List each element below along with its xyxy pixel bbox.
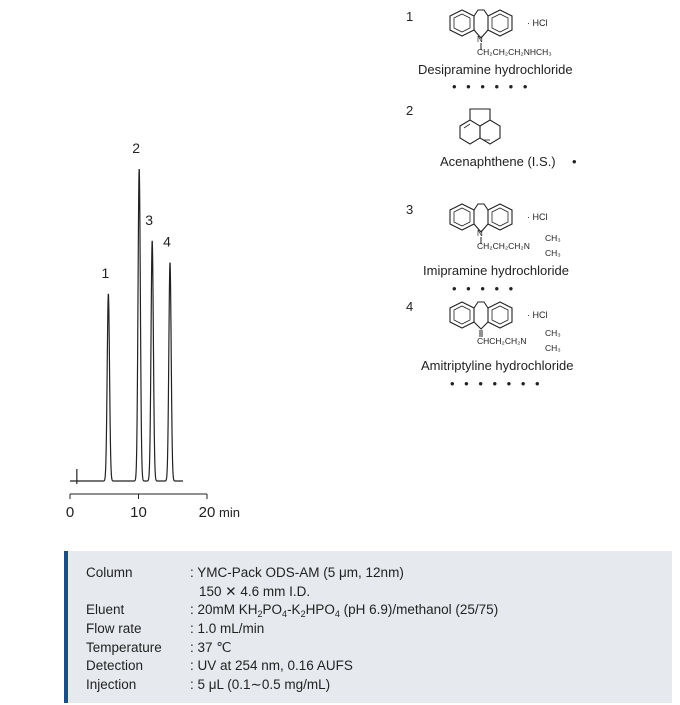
compound-1-salt: · HCl	[527, 18, 548, 28]
compound-1-structure	[440, 8, 520, 52]
compound-3-chain: CH₂CH₂CH₂N	[477, 241, 530, 251]
compound-3-structure	[440, 202, 520, 246]
compound-4-salt: · HCl	[527, 310, 548, 320]
compound-3-dots: • • • • •	[452, 281, 517, 296]
peak-label-4: 4	[163, 233, 171, 250]
compound-2-dots: •	[572, 154, 580, 169]
compound-4-dots: • • • • • • •	[450, 376, 543, 391]
condition-temperature-value: : 37 ℃	[190, 640, 232, 655]
compound-1-chain: CH₂CH₂CH₂NHCH₃	[477, 47, 552, 57]
compound-2-number: 2	[406, 103, 414, 118]
compound-4-number: 4	[406, 299, 414, 314]
chromatogram-trace	[70, 169, 183, 481]
svg-text:N: N	[477, 229, 483, 238]
condition-temperature-label: Temperature	[86, 640, 162, 655]
condition-detection-value: : UV at 254 nm, 0.16 AUFS	[190, 658, 353, 673]
conditions-panel	[64, 551, 672, 703]
x-tick-label: 0	[65, 504, 75, 521]
compound-3-salt: · HCl	[527, 212, 548, 222]
compound-3-name: Imipramine hydrochloride	[423, 263, 569, 278]
compound-2-name: Acenaphthene (I.S.)	[440, 154, 556, 169]
compound-2-structure	[452, 106, 502, 152]
compound-4-chain: CHCH₂CH₂N	[477, 336, 527, 346]
condition-column-label: Column	[86, 565, 133, 580]
condition-detection-label: Detection	[86, 658, 144, 673]
chromatogram	[0, 0, 330, 540]
condition-column-value-2: 150 ✕ 4.6 mm I.D.	[199, 584, 311, 599]
compound-1-number: 1	[406, 9, 414, 24]
compound-3-methyl-1: CH₃	[545, 233, 561, 243]
svg-text:N: N	[477, 35, 483, 44]
compound-3-methyl-2: CH₃	[545, 248, 561, 258]
peak-label-2: 2	[132, 140, 141, 156]
peak-label-1: 1	[101, 264, 110, 281]
x-tick-label: 10	[130, 504, 147, 521]
peak-label-3: 3	[145, 211, 154, 228]
condition-injection-value: : 5 μL (0.1∼0.5 mg/mL)	[190, 677, 331, 692]
condition-eluent-label: Eluent	[86, 602, 125, 617]
x-axis-unit: min	[219, 505, 240, 520]
condition-flow-label: Flow rate	[86, 621, 142, 636]
condition-injection-label: Injection	[86, 677, 137, 692]
compound-4-methyl-1: CH₃	[545, 328, 561, 338]
compound-3-number: 3	[406, 202, 414, 217]
condition-column-value: : YMC-Pack ODS-AM (5 μm, 12nm)	[190, 565, 404, 580]
compound-4-structure	[440, 300, 520, 340]
x-tick-label: 20	[198, 504, 216, 521]
compound-4-methyl-2: CH₃	[545, 343, 561, 353]
compound-1-dots: • • • • • •	[452, 79, 531, 94]
compound-4-name: Amitriptyline hydrochloride	[421, 358, 574, 373]
condition-flow-value: : 1.0 mL/min	[190, 621, 265, 636]
compound-1-name: Desipramine hydrochloride	[418, 62, 573, 77]
condition-eluent-value: : 20mM $KH_2PO_4-K_2HPO_4$ (pH 6.9)/methanol (25/75)	[190, 602, 499, 619]
